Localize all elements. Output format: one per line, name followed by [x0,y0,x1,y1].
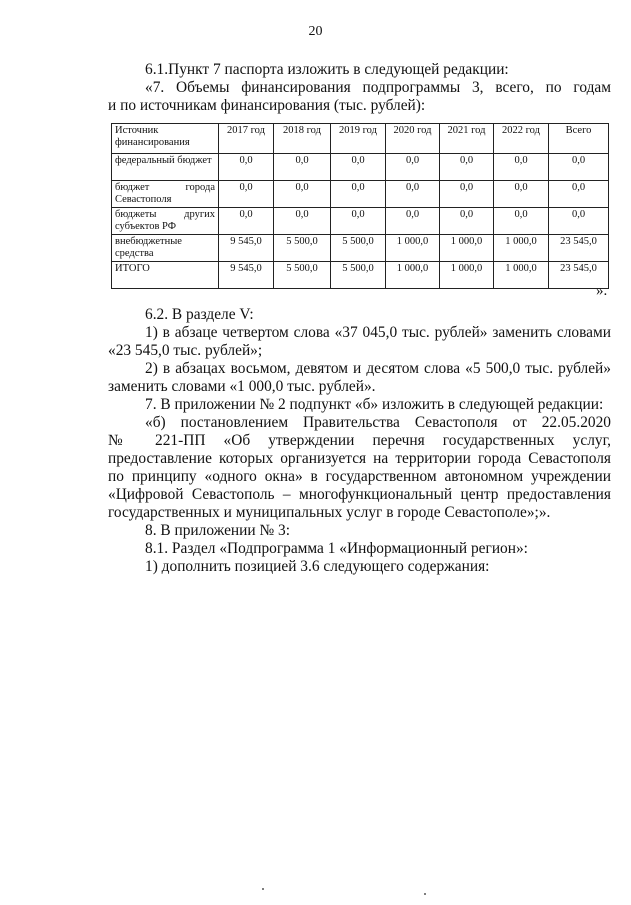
paragraph-8-1: 8.1. Раздел «Подпрограмма 1 «Информационный регион»: [145,540,528,557]
table-cell: 1 000,0 [494,235,549,262]
scan-speck [262,888,264,890]
paragraph-8-1-item-1: 1) дополнить позицией 3.6 следующего содержания: [145,558,490,575]
table-cell: 0,0 [219,181,274,208]
paragraph-6-2-item-1-line-1: 1) в абзаце четвертом слова «37 045,0 тыс. рублей» заменить словами [145,324,611,341]
table-cell: 1 000,0 [440,262,494,289]
table-cell: 0,0 [331,181,386,208]
paragraph-7b-line-4: по принципу «одного окна» в государственном автономном учреждении [108,468,611,485]
table-cell: 9 545,0 [219,235,274,262]
financing-table [111,123,609,289]
table-row [112,208,609,235]
table-cell: 0,0 [219,154,274,181]
column-header: Всего [549,124,609,154]
column-header: 2019 год [331,124,386,154]
table-cell: 0,0 [440,208,494,235]
paragraph-7-line-2: и по источникам финансирования (тыс. рублей): [108,97,426,114]
paragraph-6-2-item-1-line-2: «23 545,0 тыс. рублей»; [108,342,263,359]
table-cell: 5 500,0 [274,235,331,262]
table-row-total [112,262,609,289]
table-cell: 0,0 [549,181,609,208]
table-closing-quote: ». [596,283,608,299]
paragraph-7b-line-3: предоставление которых организуется на территории города Севастополя [108,450,611,467]
column-header: Источник финансирования [112,124,219,154]
paragraph-7: 7. В приложении № 2 подпункт «б» изложить в следующей редакции: [145,396,604,413]
paragraph-7b-line-2: № 221-ПП «Об утверждении перечня государственных услуг, [108,432,611,449]
paragraph-6-2: 6.2. В разделе V: [145,306,254,323]
table-cell: 0,0 [331,208,386,235]
column-header: 2020 год [386,124,440,154]
row-label: внебюджетные средства [112,235,219,262]
table-cell: 5 500,0 [331,262,386,289]
paragraph-6-2-item-2-line-1: 2) в абзацах восьмом, девятом и десятом слова «5 500,0 тыс. рублей» [145,360,611,377]
column-header: 2021 год [440,124,494,154]
paragraph-7b-line-6: государственных и муниципальных услуг в городе Севастополе»;». [108,504,551,521]
table-cell: 0,0 [274,181,331,208]
table-cell: 0,0 [274,208,331,235]
table-header-row [112,124,609,154]
table-cell: 1 000,0 [386,235,440,262]
table-cell: 23 545,0 [549,262,609,289]
row-label: федеральный бюджет [112,154,219,181]
paragraph-7b-line-5: «Цифровой Севастополь – многофункциональный центр предоставления [108,486,611,503]
table-cell: 0,0 [440,181,494,208]
table-cell: 0,0 [549,154,609,181]
row-label: бюджеты других субъектов РФ [112,208,219,235]
table-cell: 0,0 [549,208,609,235]
row-label: ИТОГО [112,262,219,289]
table-cell: 5 500,0 [274,262,331,289]
row-label: бюджет города Севастополя [112,181,219,208]
page-number: 20 [308,24,323,39]
table-cell: 0,0 [494,154,549,181]
table-cell: 0,0 [494,208,549,235]
table-row [112,235,609,262]
paragraph-7-line-1: «7. Объемы финансирования подпрограммы 3, всего, по годам [145,79,611,96]
column-header: 2022 год [494,124,549,154]
paragraph-6-2-item-2-line-2: заменить словами «1 000,0 тыс. рублей». [108,378,376,395]
table-row [112,181,609,208]
paragraph-6-1: 6.1.Пункт 7 паспорта изложить в следующей редакции: [145,61,509,78]
paragraph-7b-line-1: «б) постановлением Правительства Севастополя от 22.05.2020 [145,414,611,431]
table-cell: 0,0 [274,154,331,181]
table-cell: 0,0 [219,208,274,235]
column-header: 2017 год [219,124,274,154]
table-cell: 0,0 [440,154,494,181]
table-cell: 23 545,0 [549,235,609,262]
table-cell: 9 545,0 [219,262,274,289]
scan-speck [424,893,426,895]
table-cell: 0,0 [386,208,440,235]
table-cell: 1 000,0 [494,262,549,289]
table-row [112,154,609,181]
table-cell: 1 000,0 [386,262,440,289]
table-cell: 0,0 [386,181,440,208]
table-cell: 0,0 [331,154,386,181]
column-header: 2018 год [274,124,331,154]
table-cell: 0,0 [494,181,549,208]
paragraph-8: 8. В приложении № 3: [145,522,290,539]
table-cell: 5 500,0 [331,235,386,262]
table-cell: 0,0 [386,154,440,181]
table-cell: 1 000,0 [440,235,494,262]
